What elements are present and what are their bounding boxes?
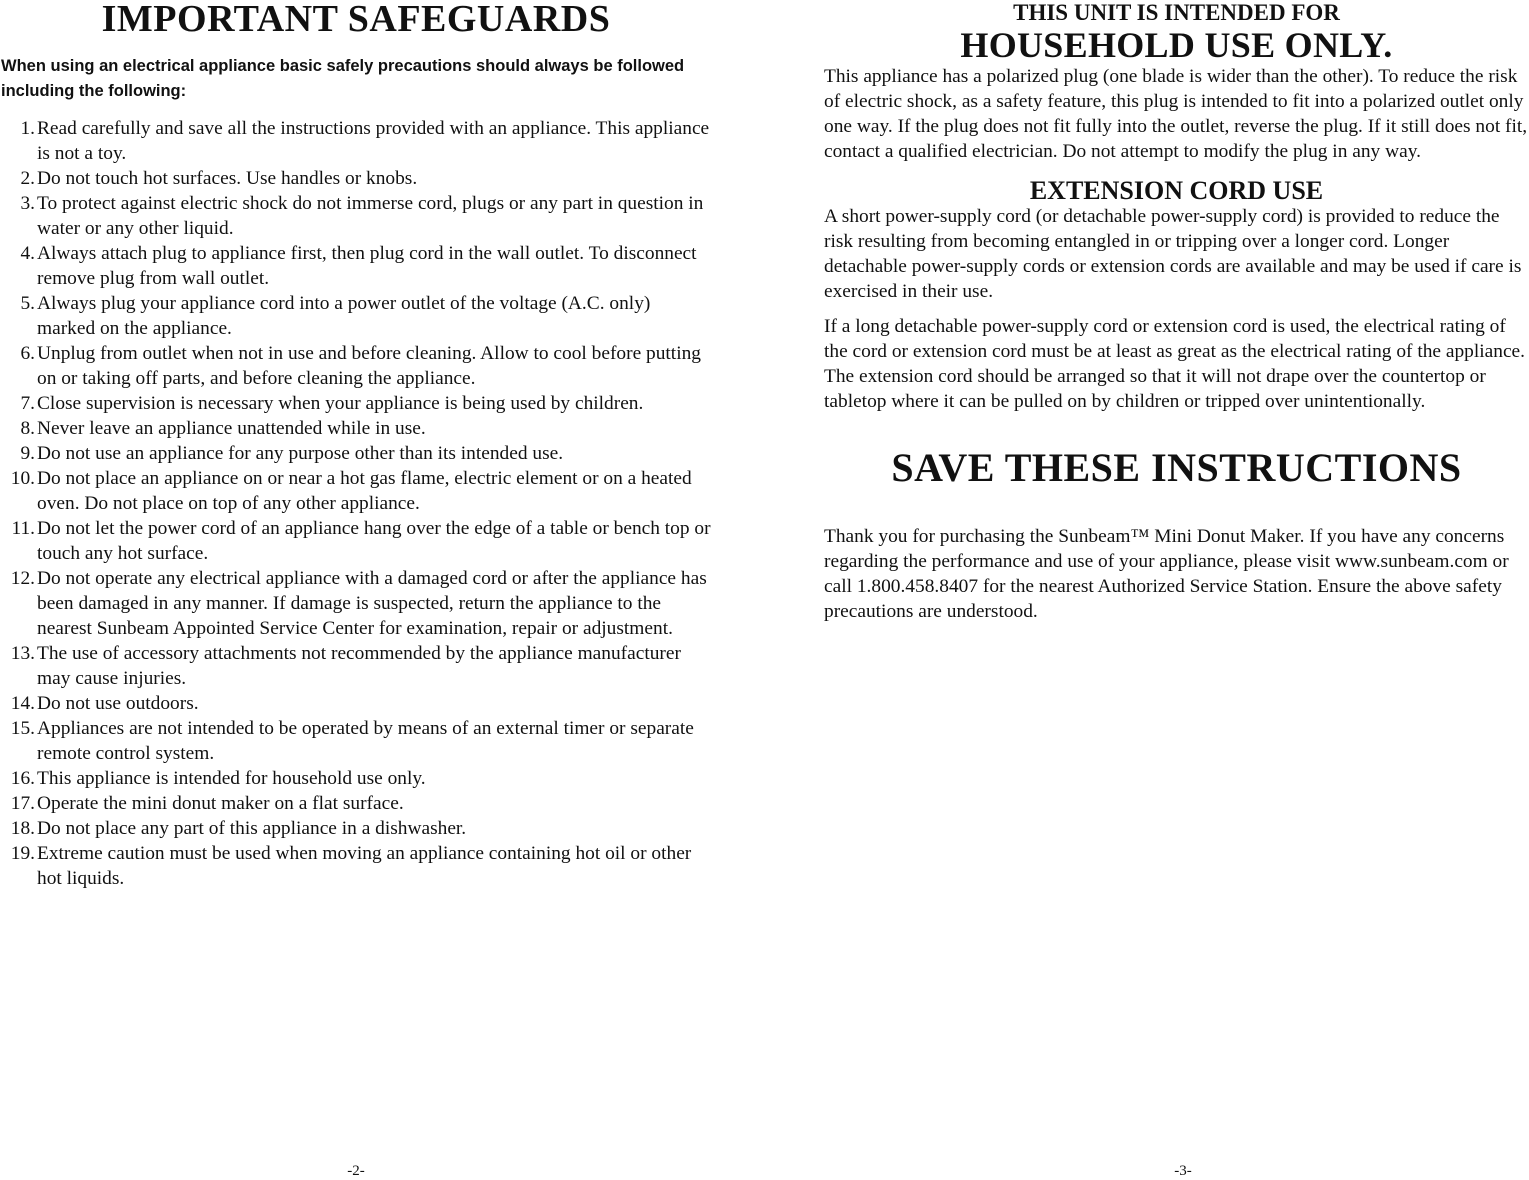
safeguard-item: [0, 466, 712, 516]
safeguards-intro: When using an electrical appliance basic safely precautions should always be followed including the following:: [1, 57, 685, 100]
safeguard-number: 12.: [10, 568, 35, 589]
safeguard-item: [0, 691, 712, 716]
thank-you-paragraph: Thank you for purchasing the Sunbeam™ Mini Donut Maker. If you have any concerns regarding the performance and use of your appliance, please visit www.sunbeam.com or call 1.800.458.8407 for the nearest Authorized Service Station. Ensure the above safety precautions are understood.: [824, 526, 1509, 622]
polarized-plug-paragraph: This appliance has a polarized plug (one blade is wider than the other). To reduce the risk of electric shock, as a safety feature, this plug is intended to fit into a polarized outlet only one way. If the plug does not fit fully into the outlet, reverse the plug. If it still does not fit, contact a qualified electrician. Do not attempt to modify the plug in any way.: [824, 66, 1528, 162]
safeguard-item: [0, 166, 712, 191]
safeguard-item: [0, 191, 712, 241]
safeguard-number: 5.: [20, 293, 35, 314]
safeguard-number: 11.: [11, 518, 35, 539]
safeguard-item: [0, 291, 712, 341]
safeguard-text: Do not use an appliance for any purpose other than its intended use.: [37, 443, 564, 464]
safeguard-number: 7.: [20, 393, 35, 414]
safeguard-item: [0, 716, 712, 766]
page-title: IMPORTANT SAFEGUARDS: [101, 0, 611, 40]
safeguards-list: [0, 116, 712, 891]
safeguard-number: 10.: [10, 468, 35, 489]
page-number-right: -3-: [1174, 1163, 1192, 1179]
safeguard-item: [0, 566, 712, 641]
safeguard-text: Read carefully and save all the instructions provided with an appliance. This appliance is not a toy.: [37, 118, 710, 164]
safeguard-item: [0, 241, 712, 291]
safeguard-text: Close supervision is necessary when your appliance is being used by children.: [37, 393, 644, 414]
safeguard-text: Always plug your appliance cord into a power outlet of the voltage (A.C. only) marked on the appliance.: [37, 293, 651, 339]
safeguard-number: 2.: [20, 168, 35, 189]
extension-cord-paragraph-1: A short power-supply cord (or detachable power-supply cord) is provided to reduce the risk resulting from becoming entangled in or tripping over a longer cord. Longer detachable power-supply cords or extension cords are available and may be used if care is exercised in their use.: [824, 206, 1522, 302]
safeguard-text: Unplug from outlet when not in use and before cleaning. Allow to cool before putting on or taking off parts, and before cleaning the appliance.: [37, 343, 701, 389]
safeguard-text: Do not place any part of this appliance in a dishwasher.: [37, 818, 467, 839]
safeguard-text: Always attach plug to appliance first, then plug cord in the wall outlet. To disconnect remove plug from wall outlet.: [37, 243, 697, 289]
safeguard-number: 18.: [10, 818, 35, 839]
safeguard-number: 6.: [20, 343, 35, 364]
safeguard-item: [0, 416, 712, 441]
safeguard-text: Never leave an appliance unattended while in use.: [37, 418, 426, 439]
safeguard-item: [0, 441, 712, 466]
safeguard-text: Extreme caution must be used when moving an appliance containing hot oil or other hot liquids.: [37, 843, 692, 889]
extension-cord-paragraph-2: If a long detachable power-supply cord or extension cord is used, the electrical rating of the cord or extension cord must be at least as great as the electrical rating of the appliance. The extension cord should be arranged so that it will not drape over the countertop or tabletop where it can be pulled on by children or tripped over unintentionally.: [824, 316, 1526, 412]
household-subheading: THIS UNIT IS INTENDED FOR: [1013, 0, 1340, 25]
safeguard-number: 3.: [20, 193, 35, 214]
safeguard-item: [0, 816, 712, 841]
safeguard-item: [0, 766, 712, 791]
safeguard-number: 1.: [20, 118, 35, 139]
safeguard-number: 13.: [10, 643, 35, 664]
safeguard-text: Operate the mini donut maker on a flat surface.: [37, 793, 404, 814]
safeguard-number: 9.: [20, 443, 35, 464]
safeguard-number: 4.: [20, 243, 35, 264]
safeguard-item: [0, 116, 712, 166]
right-page: [824, 0, 1529, 624]
safeguard-text: To protect against electric shock do not immerse cord, plugs or any part in question in water or any other liquid.: [37, 193, 704, 239]
safeguard-text: Do not place an appliance on or near a hot gas flame, electric element or on a heated oven. Do not place on top of any other appliance.: [37, 468, 692, 514]
safeguard-number: 19.: [10, 843, 35, 864]
safeguard-text: This appliance is intended for household use only.: [37, 768, 426, 789]
safeguard-item: [0, 341, 712, 391]
safeguard-text: Do not touch hot surfaces. Use handles or knobs.: [37, 168, 418, 189]
safeguard-number: 16.: [10, 768, 35, 789]
safeguard-number: 8.: [20, 418, 35, 439]
safeguard-text: Appliances are not intended to be operated by means of an external timer or separate remote control system.: [37, 718, 694, 764]
save-instructions-heading: SAVE THESE INSTRUCTIONS: [891, 445, 1462, 490]
safeguard-number: 14.: [10, 693, 35, 714]
safeguard-number: 15.: [10, 718, 35, 739]
extension-cord-heading: EXTENSION CORD USE: [1029, 176, 1324, 205]
safeguard-text: Do not operate any electrical appliance with a damaged cord or after the appliance has been damaged in any manner. If damage is suspected, return the appliance to the nearest Sunbeam Appointed Service Center for examination, repair or adjustment.: [37, 568, 707, 639]
safeguard-number: 17.: [10, 793, 35, 814]
safeguard-text: The use of accessory attachments not recommended by the appliance manufacturer may cause injuries.: [37, 643, 681, 689]
safeguard-text: Do not let the power cord of an appliance hang over the edge of a table or bench top or touch any hot surface.: [37, 518, 711, 564]
page-number-left: -2-: [347, 1163, 365, 1179]
left-page: [0, 0, 712, 891]
safeguard-text: Do not use outdoors.: [37, 693, 199, 714]
safeguard-item: [0, 391, 712, 416]
safeguard-item: [0, 641, 712, 691]
safeguard-item: [0, 791, 712, 816]
safeguard-item: [0, 841, 712, 891]
safeguard-item: [0, 516, 712, 566]
household-heading: HOUSEHOLD USE ONLY.: [960, 25, 1393, 65]
